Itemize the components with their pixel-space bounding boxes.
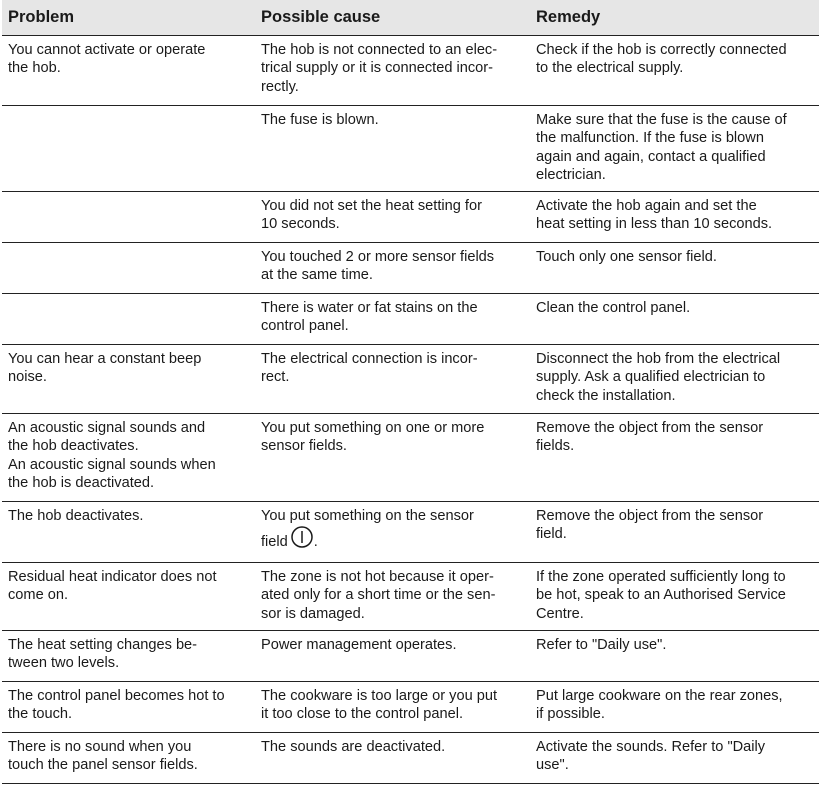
text-line [261, 437, 524, 455]
text-line [261, 687, 524, 705]
line-text: sensor fields. [261, 438, 347, 455]
text-line [536, 419, 813, 437]
text-line [536, 756, 813, 774]
line-text: The control panel becomes hot to [8, 688, 225, 705]
line-text: There is no sound when you [8, 739, 192, 756]
line-text: Refer to "Daily use". [536, 637, 667, 654]
line-text: The hob is not connected to an elec- [261, 42, 498, 58]
line-text: Remove the object from the sensor [536, 508, 764, 525]
line-text: Centre. [536, 605, 584, 622]
table-row [2, 414, 819, 502]
text-line [261, 586, 524, 604]
text-line [261, 605, 524, 623]
header-possible-cause: Possible cause [255, 0, 530, 36]
table-row [2, 631, 819, 682]
text-line [536, 605, 813, 623]
line-text: supply. Ask a qualified electrician to [536, 369, 766, 386]
table-row [2, 106, 819, 192]
line-text: rectly. [261, 78, 299, 95]
text-line [261, 111, 524, 129]
remedy-cell [530, 502, 819, 563]
line-text: control panel. [261, 318, 349, 335]
problem-cell [2, 563, 255, 631]
line-text: field. [536, 526, 567, 543]
text-line [261, 41, 524, 59]
line-text: An acoustic signal sounds when [8, 456, 216, 473]
line-text: Touch only one sensor field. [536, 249, 717, 266]
remedy-cell [530, 345, 819, 414]
line-text: rect. [261, 369, 290, 386]
text-line [261, 197, 524, 215]
text-line [536, 215, 813, 233]
text-line [261, 368, 524, 386]
problem-cell [2, 294, 255, 345]
text-line [536, 387, 813, 405]
text-line [261, 59, 524, 77]
cause-cell [255, 631, 530, 682]
text-line [536, 248, 813, 266]
table-row [2, 733, 819, 784]
text-line [8, 474, 249, 492]
table-row [2, 682, 819, 733]
line-text: electrician. [536, 166, 606, 183]
line-text: The cookware is too large or you put [261, 688, 498, 705]
text-line [536, 687, 813, 705]
text-line [536, 738, 813, 756]
line-text: Clean the control panel. [536, 300, 691, 317]
text-line [8, 350, 249, 368]
text-line [536, 299, 813, 317]
text-line [8, 59, 249, 77]
problem-cell [2, 106, 255, 192]
text-line [261, 350, 524, 368]
line-text: If the zone operated sufficiently long to [536, 569, 786, 586]
cause-cell [255, 502, 530, 563]
line-text: if possible. [536, 706, 605, 723]
text-line [8, 705, 249, 723]
text-line [8, 507, 249, 525]
line-text: tween two levels. [8, 655, 120, 672]
text-line [536, 525, 813, 543]
line-text: again and again, contact a qualified [536, 148, 766, 165]
text-line [8, 586, 249, 604]
cause-cell [255, 414, 530, 502]
text-line [261, 636, 524, 654]
header-remedy: Remedy [530, 0, 819, 36]
text-line [536, 41, 813, 59]
icon-suffix: . [313, 534, 318, 551]
cause-cell [255, 682, 530, 733]
header-problem: Problem [2, 0, 255, 36]
line-text: Residual heat indicator does not [8, 569, 217, 586]
line-text: Activate the hob again and set the [536, 198, 757, 215]
table-row [2, 36, 819, 106]
troubleshooting-table [2, 0, 819, 784]
remedy-cell [530, 682, 819, 733]
problem-cell [2, 502, 255, 563]
text-line [261, 248, 524, 266]
problem-cell [2, 345, 255, 414]
table-row [2, 345, 819, 414]
line-text: The zone is not hot because it oper- [261, 569, 494, 586]
line-text: the hob is deactivated. [8, 475, 155, 492]
text-line [536, 368, 813, 386]
text-line [8, 687, 249, 705]
line-text: touch the panel sensor fields. [8, 757, 198, 774]
problem-cell [2, 414, 255, 502]
text-line [8, 568, 249, 586]
line-text: it too close to the control panel. [261, 706, 464, 723]
line-text: You put something on the sensor [261, 508, 474, 525]
line-text: at the same time. [261, 267, 373, 284]
cause-cell [255, 294, 530, 345]
line-text: The sounds are deactivated. [261, 739, 446, 756]
text-line [8, 41, 249, 59]
table-row [2, 243, 819, 294]
line-text: Remove the object from the sensor [536, 420, 764, 437]
text-line [536, 350, 813, 368]
line-text: 10 seconds. [261, 216, 340, 233]
text-line [8, 654, 249, 672]
line-text: You put something on one or more [261, 420, 485, 437]
remedy-cell [530, 631, 819, 682]
problem-cell [2, 36, 255, 106]
text-line [8, 456, 249, 474]
line-text: The hob deactivates. [8, 508, 144, 525]
text-line [261, 419, 524, 437]
line-text: the hob deactivates. [8, 438, 139, 455]
remedy-cell [530, 294, 819, 345]
text-line [536, 111, 813, 129]
text-line [261, 266, 524, 284]
line-text: check the installation. [536, 387, 676, 404]
cause-cell [255, 36, 530, 106]
line-text: ated only for a short time or the sen- [261, 587, 496, 604]
line-text: to the electrical supply. [536, 60, 684, 77]
line-text: You did not set the heat setting for [261, 198, 482, 215]
text-line [261, 78, 524, 96]
table-row [2, 502, 819, 563]
problem-cell [2, 192, 255, 243]
line-text: Check if the hob is correctly connected [536, 42, 787, 58]
text-line [261, 215, 524, 233]
text-line [261, 299, 524, 317]
text-line [536, 59, 813, 77]
line-text: sor is damaged. [261, 605, 365, 622]
cause-cell [255, 106, 530, 192]
line-text: Power management operates. [261, 637, 457, 654]
text-line [536, 586, 813, 604]
text-line [8, 756, 249, 774]
text-line [536, 636, 813, 654]
line-text: the malfunction. If the fuse is blown [536, 130, 764, 147]
line-text: fields. [536, 438, 575, 455]
text-line [536, 568, 813, 586]
text-line [261, 705, 524, 723]
cause-cell [255, 733, 530, 784]
line-text: heat setting in less than 10 seconds. [536, 216, 773, 233]
line-text: Disconnect the hob from the electrical [536, 351, 781, 368]
problem-cell [2, 243, 255, 294]
problem-cell [2, 631, 255, 682]
line-text: come on. [8, 587, 69, 604]
text-line [261, 568, 524, 586]
remedy-cell [530, 36, 819, 106]
line-text: You touched 2 or more sensor fields [261, 249, 495, 266]
problem-cell [2, 733, 255, 784]
remedy-cell [530, 192, 819, 243]
line-text: be hot, speak to an Authorised Service [536, 587, 786, 604]
problem-cell [2, 682, 255, 733]
cause-cell [255, 192, 530, 243]
text-line [261, 738, 524, 756]
remedy-cell [530, 733, 819, 784]
line-text: use". [536, 757, 569, 774]
text-line [261, 507, 524, 525]
line-text: You cannot activate or operate [8, 42, 206, 58]
text-line [536, 148, 813, 166]
remedy-cell [530, 243, 819, 294]
line-text: the touch. [8, 706, 73, 723]
line-text: You can hear a constant beep [8, 351, 202, 368]
text-line [8, 368, 249, 386]
header-row [2, 0, 819, 36]
text-line [261, 317, 524, 335]
table-row [2, 192, 819, 243]
remedy-cell [530, 414, 819, 502]
cause-cell [255, 243, 530, 294]
text-line [8, 437, 249, 455]
text-line [536, 705, 813, 723]
table-row [2, 563, 819, 631]
line-text: Put large cookware on the rear zones, [536, 688, 783, 705]
table-row [2, 294, 819, 345]
line-text: Make sure that the fuse is the cause of [536, 112, 787, 128]
cause-cell [255, 563, 530, 631]
text-line [536, 437, 813, 455]
text-line [536, 507, 813, 525]
line-text: trical supply or it is connected incor- [261, 60, 493, 77]
line-text: The electrical connection is incor- [261, 351, 478, 368]
remedy-cell [530, 106, 819, 192]
text-line [536, 129, 813, 147]
line-text: the hob. [8, 60, 61, 77]
remedy-cell [530, 563, 819, 631]
line-text: field [261, 534, 288, 551]
line-text: Activate the sounds. Refer to "Daily [536, 739, 766, 756]
power-icon [290, 525, 314, 554]
line-text: The heat setting changes be- [8, 637, 198, 654]
line-text: The fuse is blown. [261, 112, 379, 128]
line-text: An acoustic signal sounds and [8, 420, 206, 437]
text-line [536, 166, 813, 184]
text-line [261, 525, 524, 554]
line-text: noise. [8, 369, 47, 386]
text-line [8, 636, 249, 654]
text-line [8, 419, 249, 437]
line-text: There is water or fat stains on the [261, 300, 478, 317]
text-line [536, 197, 813, 215]
cause-cell [255, 345, 530, 414]
text-line [8, 738, 249, 756]
